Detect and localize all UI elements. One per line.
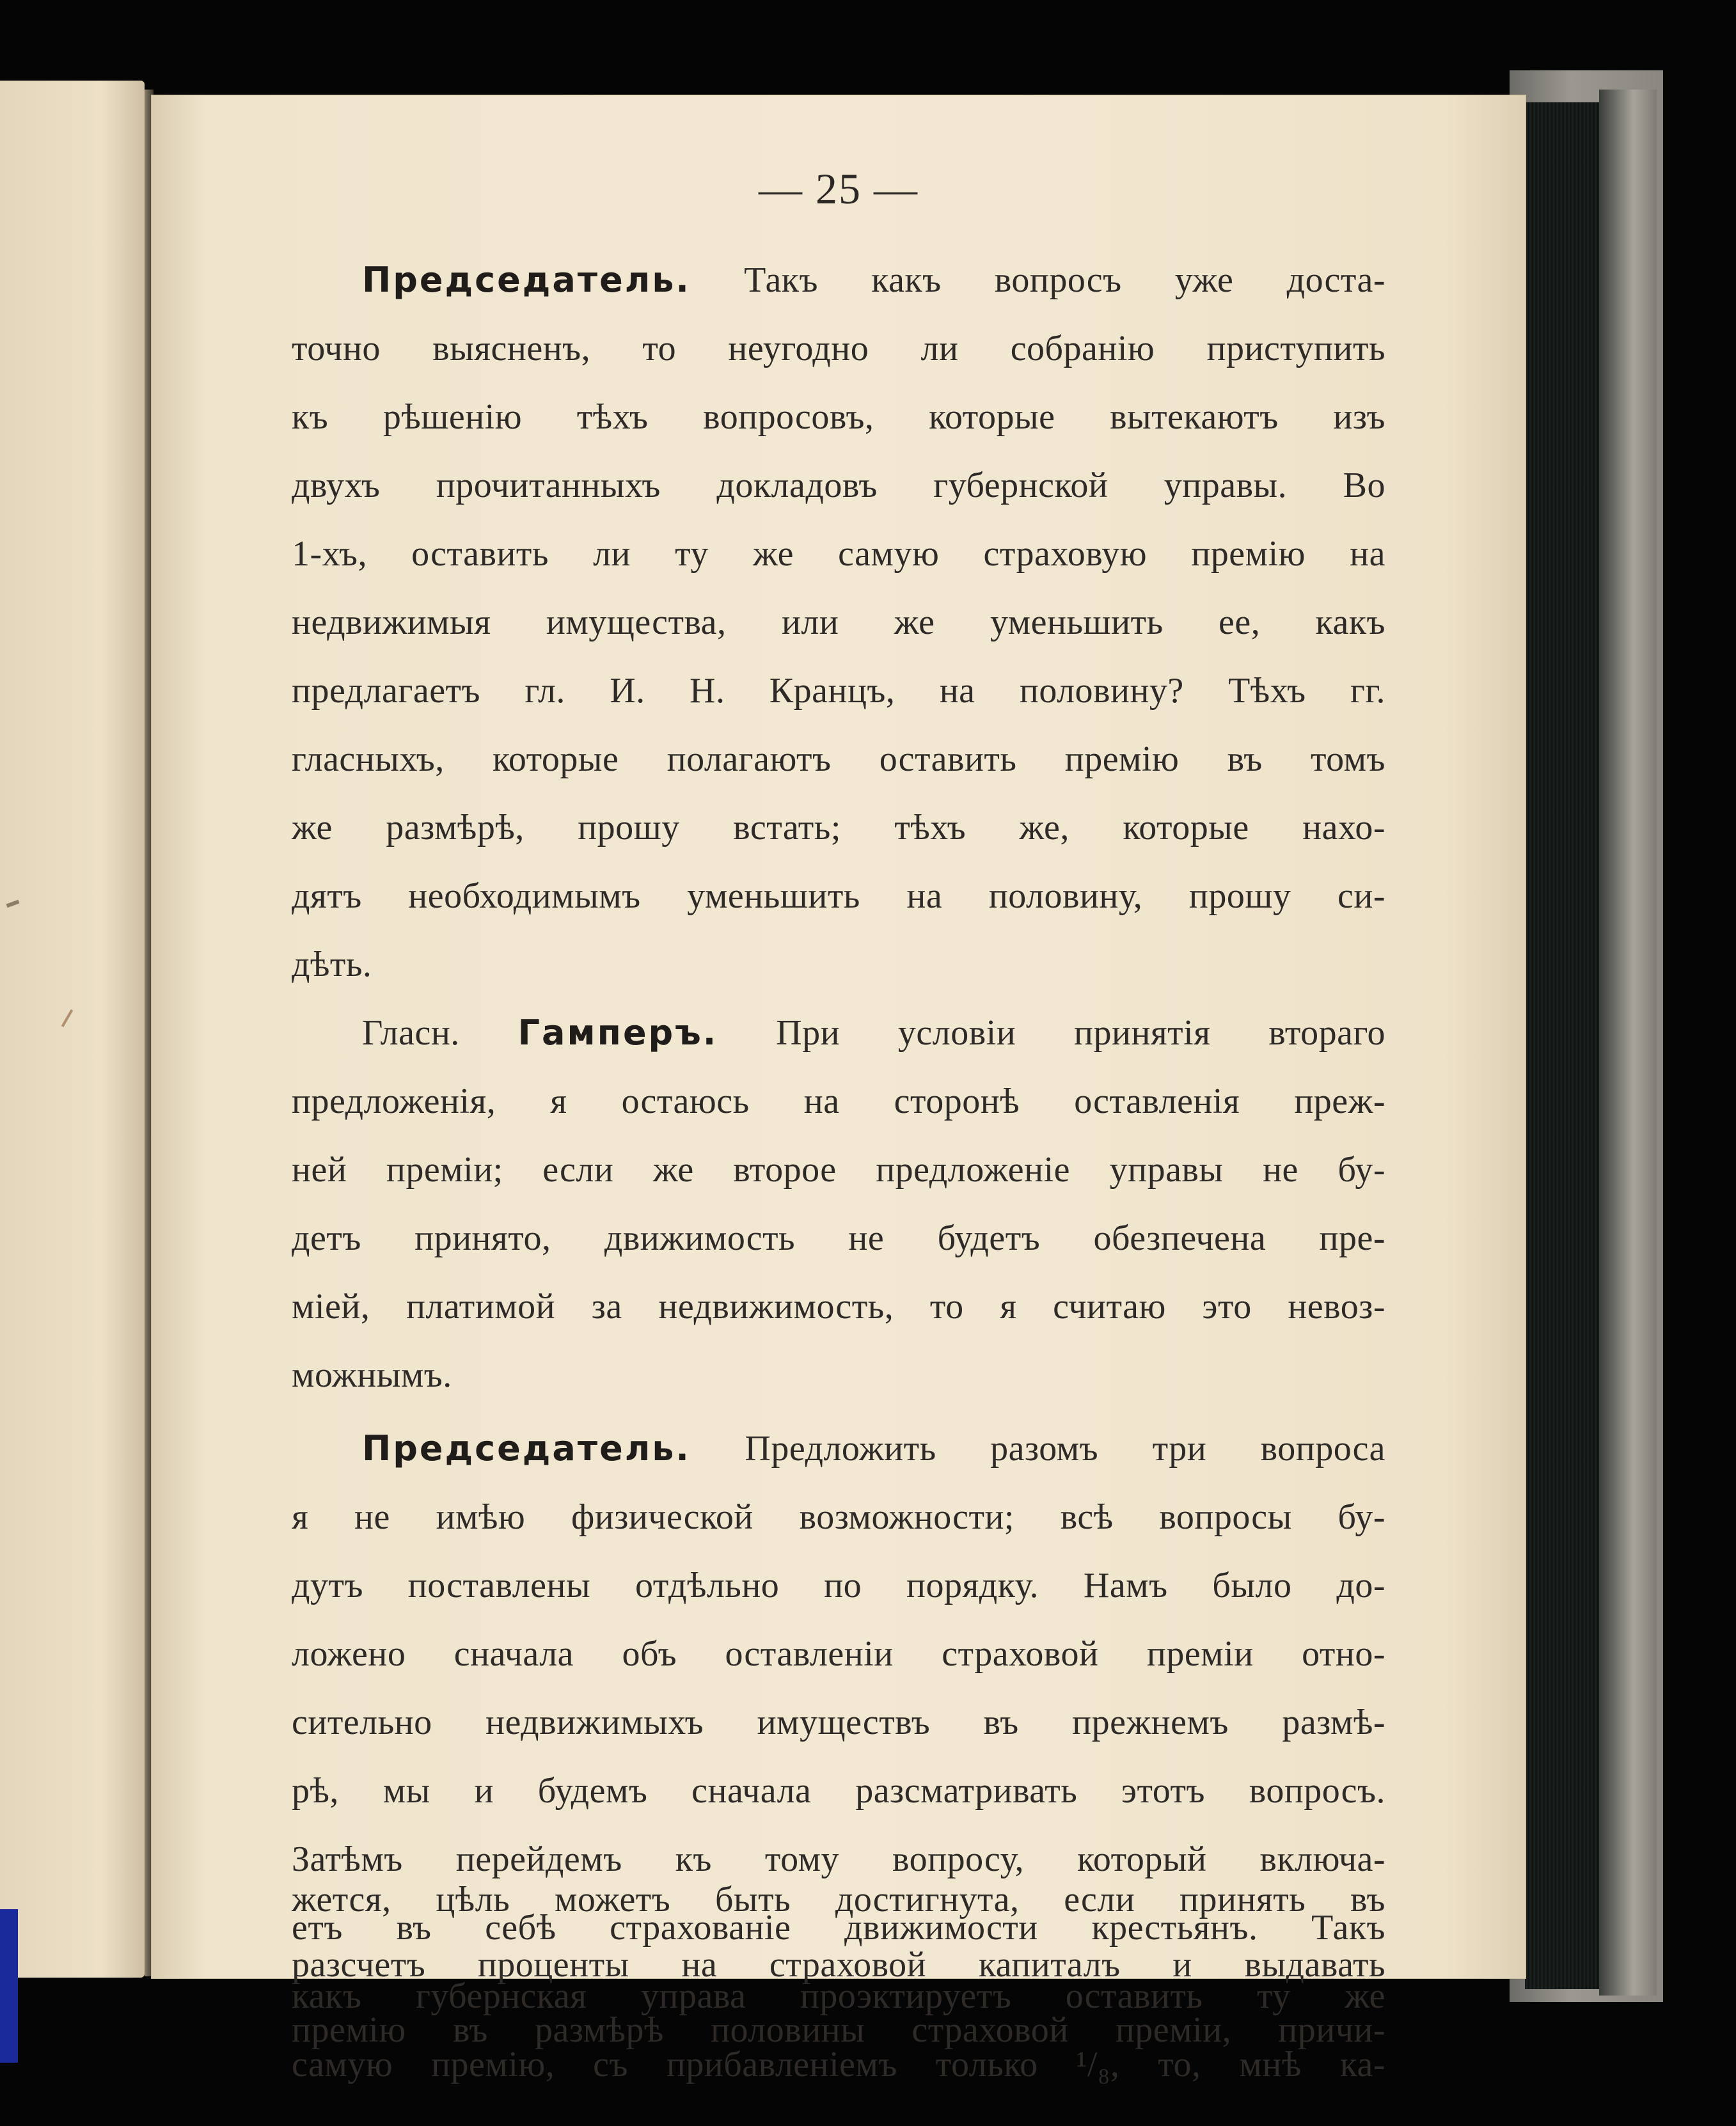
text-line: 1-хъ, оставить ли ту же самую страховую премію на (292, 534, 1385, 574)
line-text: При условіи принятія втораго (776, 1013, 1386, 1053)
text-line: двухъ прочитанныхъ докладовъ губернской управы. Во (292, 466, 1385, 505)
line-text: Предложить разомъ три вопроса (745, 1429, 1385, 1469)
text-line: етъ въ себѣ страхованіе движимости крестьянъ. Такъ (292, 1908, 1385, 1948)
text-line: жется, цѣль можетъ быть достигнута, если принять въ (292, 1880, 1385, 1919)
text-line: какъ губернская управа проэктируетъ оставить ту же (292, 1976, 1385, 2016)
text-line: разсчетъ проценты на страховой капиталъ и выдавать (292, 1945, 1385, 1985)
text-line: дутъ поставлены отдѣльно по порядку. Намъ было до- (292, 1566, 1385, 1605)
text-line (362, 247, 1385, 313)
speaker-name: Гамперъ. (517, 1012, 718, 1053)
text-line: дѣть. (292, 945, 372, 984)
text-line: же размѣрѣ, прошу встать; тѣхъ же, которые нахо- (292, 808, 1385, 847)
speaker-prefix: Гласн. (362, 1013, 460, 1053)
text-line: недвижимыя имущества, или же уменьшить ее, какъ (292, 602, 1385, 642)
text-line: можнымъ. (292, 1355, 452, 1395)
text-line (362, 1000, 1385, 1066)
page-number: — 25 — (759, 164, 919, 213)
text-line: Затѣмъ перейдемъ къ тому вопросу, который включа- (292, 1839, 1385, 1879)
book-spine-edge (1599, 90, 1657, 1996)
line-text: Такъ какъ вопросъ уже доста- (744, 260, 1385, 300)
text-line: къ рѣшенію тѣхъ вопросовъ, которые вытекаютъ изъ (292, 397, 1385, 437)
text-line: точно выясненъ, то неугодно ли собранію приступить (292, 329, 1385, 368)
text-line: предлагаетъ гл. И. Н. Кранцъ, на половину? Тѣхъ гг. (292, 671, 1385, 711)
text-line: рѣ, мы и будемъ сначала разсматривать этотъ вопросъ. (292, 1771, 1385, 1811)
text-line: гласныхъ, которые полагаютъ оставить премію въ томъ (292, 739, 1385, 779)
text-line: ней преміи; если же второе предложеніе управы не бу- (292, 1150, 1385, 1190)
text-line: детъ принято, движимость не будетъ обезпечена пре- (292, 1218, 1385, 1258)
blue-background-strip (0, 1909, 18, 2063)
text-line: ложено сначала объ оставленіи страховой преміи отно- (292, 1634, 1385, 1674)
text-line (362, 1415, 1385, 1482)
page-edges (1525, 102, 1602, 1989)
speaker-name: Председатель. (362, 1428, 691, 1469)
text-line: міей, платимой за недвижимость, то я считаю это невоз- (292, 1287, 1385, 1327)
text-line: самую премію, съ прибавленіемъ только ¹/₈, то, мнѣ ка- (292, 2045, 1385, 2084)
text-line: сительно недвижимыхъ имуществъ въ прежнемъ размѣ- (292, 1703, 1385, 1742)
text-line: дятъ необходимымъ уменьшить на половину, прошу си- (292, 876, 1385, 916)
previous-page (0, 81, 145, 1978)
text-line: предложенія, я остаюсь на сторонѣ оставленія преж- (292, 1082, 1385, 1121)
speaker-name: Председатель. (362, 260, 691, 300)
text-line: я не имѣю физической возможности; всѣ вопросы бу- (292, 1497, 1385, 1537)
text-line: премію въ размѣрѣ половины страховой преміи, причи- (292, 2010, 1385, 2050)
